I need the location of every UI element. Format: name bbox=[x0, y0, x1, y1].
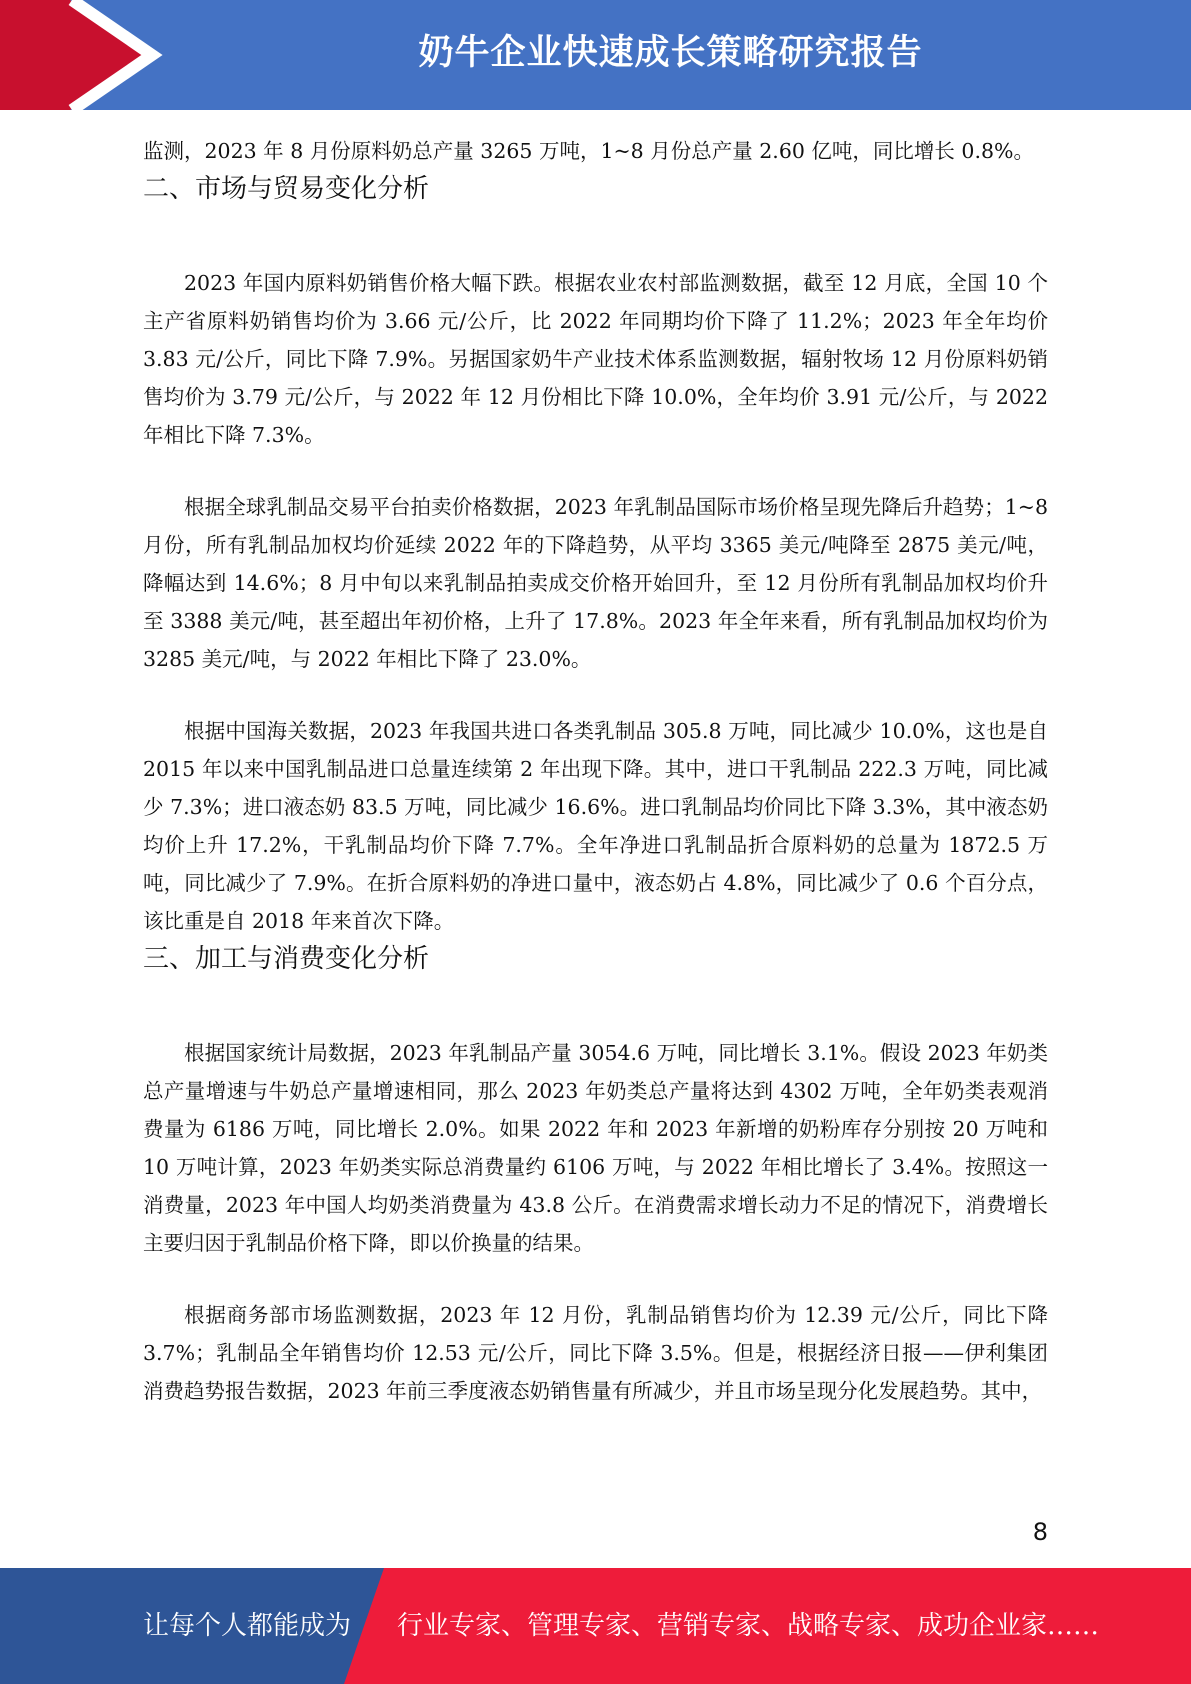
page-header bbox=[0, 0, 1191, 110]
section-heading-market-trade: 二、市场与贸易变化分析 bbox=[143, 174, 430, 204]
page-footer bbox=[0, 1568, 1191, 1684]
page-number: 8 bbox=[1032, 1518, 1048, 1546]
report-title: 奶牛企业快速成长策略研究报告 bbox=[418, 33, 923, 73]
paragraph: 2023 年国内原料奶销售价格大幅下跌。根据农业农村部监测数据，截至 12 月底，全国 10 个主产省原料奶销售均价为 3.66 元/公斤，比 2022 年同期均价下降了 11.2%；2023 年全年均价 3.83 元/公斤，同比下降 7.9%。另据国家奶牛产业技术体系监测数据，辐射牧场 12 月份原料奶销售均价为 3.79 元/公斤，与 2022 年 12 月份相比下降 10.0%，全年均价 3.91 元/公斤，与 2022 年相比下降 7.3%。 bbox=[143, 271, 1048, 447]
intro-paragraph: 监测，2023 年 8 月份原料奶总产量 3265 万吨，1~8 月份总产量 2.60 亿吨，同比增长 0.8%。 bbox=[143, 139, 1035, 163]
paragraph: 根据商务部市场监测数据，2023 年 12 月份，乳制品销售均价为 12.39 元/公斤，同比下降 3.7%；乳制品全年销售均价 12.53 元/公斤，同比下降 3.5%。但是，根据经济日报——伊利集团消费趋势报告数据，2023 年前三季度液态奶销售量有所减少，并且市场呈现分化发展趋势。其中， bbox=[143, 1303, 1048, 1403]
paragraph: 根据国家统计局数据，2023 年乳制品产量 3054.6 万吨，同比增长 3.1%。假设 2023 年奶类总产量增速与牛奶总产量增速相同，那么 2023 年奶类总产量将达到 4302 万吨，全年奶类表观消费量为 6186 万吨，同比增长 2.0%。如果 2022 年和 2023 年新增的奶粉库存分别按 20 万吨和 10 万吨计算，2023 年奶类实际总消费量约 6106 万吨，与 2022 年相比增长了 3.4%。按照这一消费量，2023 年中国人均奶类消费量为 43.8 公斤。在消费需求增长动力不足的情况下，消费增长主要归因于乳制品价格下降，即以价换量的结果。 bbox=[143, 1041, 1048, 1255]
paragraph: 根据全球乳制品交易平台拍卖价格数据，2023 年乳制品国际市场价格呈现先降后升趋势；1~8 月份，所有乳制品加权均价延续 2022 年的下降趋势，从平均 3365 美元/吨降至 2875 美元/吨，降幅达到 14.6%；8 月中旬以来乳制品拍卖成交价格开始回升，至 12 月份所有乳制品加权均价升至 3388 美元/吨，甚至超出年初价格，上升了 17.8%。2023 年全年来看，所有乳制品加权均价为 3285 美元/吨，与 2022 年相比下降了 23.0%。 bbox=[143, 495, 1048, 671]
paragraph: 根据中国海关数据，2023 年我国共进口各类乳制品 305.8 万吨，同比减少 10.0%，这也是自 2015 年以来中国乳制品进口总量连续第 2 年出现下降。其中，进口干乳制品 222.3 万吨，同比减少 7.3%；进口液态奶 83.5 万吨，同比减少 16.6%。进口乳制品均价同比下降 3.3%，其中液态奶均价上升 17.2%，干乳制品均价下降 7.7%。全年净进口乳制品折合原料奶的总量为 1872.5 万吨，同比减少了 7.9%。在折合原料奶的净进口量中，液态奶占 4.8%，同比减少了 0.6 个百分点，该比重是自 2018 年来首次下降。 bbox=[143, 719, 1048, 933]
footer-slogan-right: 行业专家、管理专家、营销专家、战略专家、成功企业家…… bbox=[397, 1611, 1100, 1641]
footer-slogan-left: 让每个人都能成为 bbox=[143, 1611, 352, 1641]
document-body bbox=[143, 132, 1048, 1410]
section-heading-processing-consumption: 三、加工与消费变化分析 bbox=[143, 944, 430, 974]
